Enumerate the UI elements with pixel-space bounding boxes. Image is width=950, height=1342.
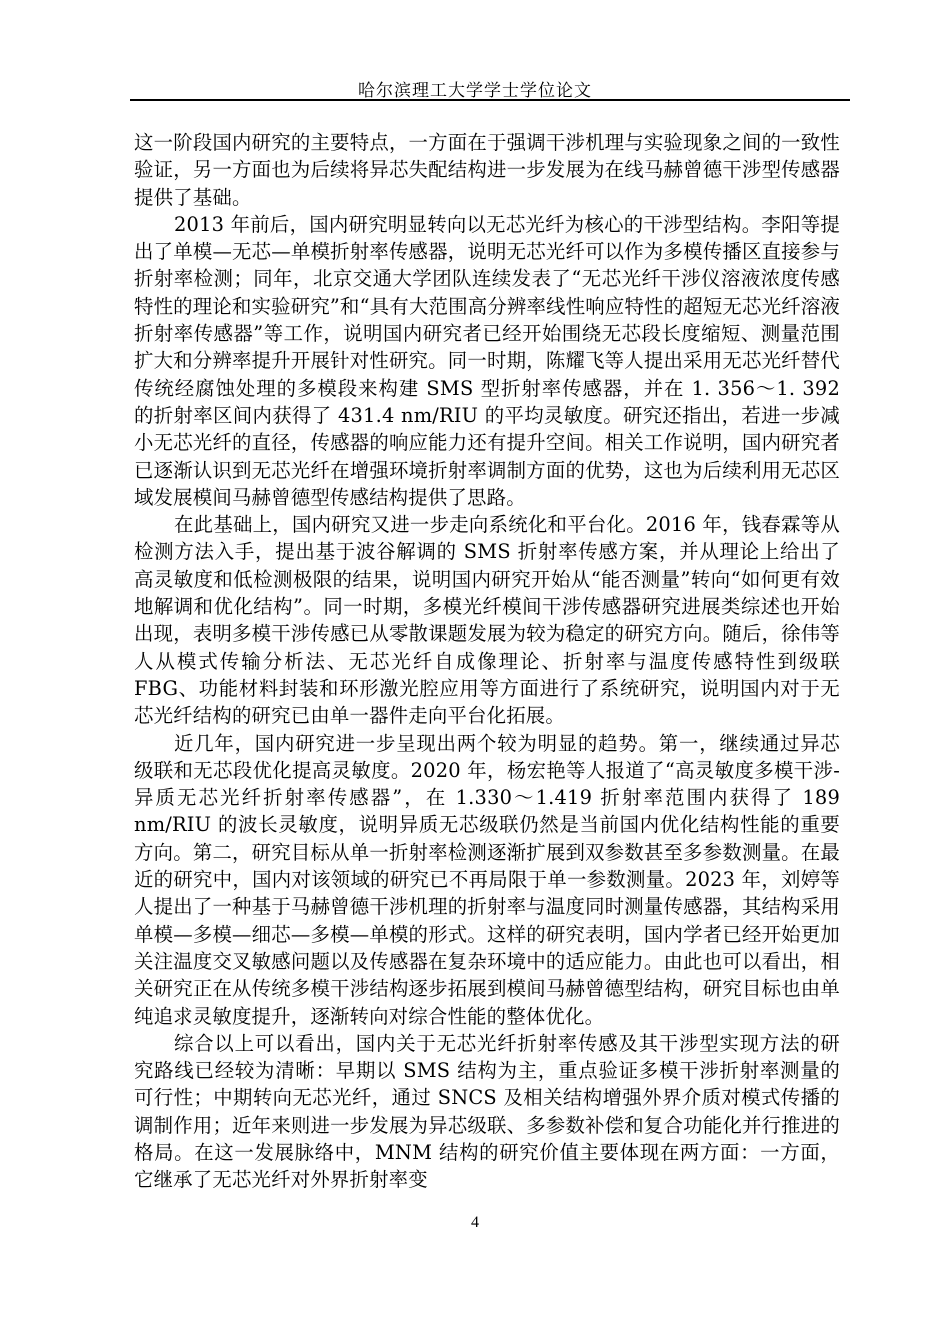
paragraph: 近几年，国内研究进一步呈现出两个较为明显的趋势。第一，继续通过异芯级联和无芯段优化提高灵敏度。2020 年，杨宏艳等人报道了“高灵敏度多模干涉-异质无芯光纤折射率传感器”，在 1.330～1.419 折射率范围内获得了 189 nm/RIU 的波长灵敏度，说明异质无芯级联仍然是当前国内优化结构性能的重要方向。第二，研究目标从单一折射率检测逐渐扩展到双参数甚至多参数测量。在最近的研究中，国内对该领域的研究已不再局限于单一参数测量。2023 年，刘婷等人提出了一种基于马赫曾德干涉机理的折射率与温度同时测量传感器，其结构采用单模—多模—细芯—多模—单模的形式。这样的研究表明，国内学者已经开始更加关注温度交叉敏感问题以及传感器在复杂环境中的适应能力。由此也可以看出，相关研究正在从传统多模干涉结构逐步拓展到模间马赫曾德型结构，研究目标也由单纯追求灵敏度提升，逐渐转向对综合性能的整体优化。	[134, 731, 840, 1028]
paragraph: 2013 年前后，国内研究明显转向以无芯光纤为核心的干涉型结构。李阳等提出了单模—无芯—单模折射率传感器，说明无芯光纤可以作为多模传播区直接参与折射率检测；同年，北京交通大学团队连续发表了“无芯光纤干涉仪溶液浓度传感特性的理论和实验研究”和“具有大范围高分辨率线性响应特性的超短无芯光纤溶液折射率传感器”等工作，说明国内研究者已经开始围绕无芯段长度缩短、测量范围扩大和分辨率提升开展针对性研究。同一时期，陈耀飞等人提出采用无芯光纤替代传统经腐蚀处理的多模段来构建 SMS 型折射率传感器，并在 1. 356～1. 392 的折射率区间内获得了 431.4 nm/RIU 的平均灵敏度。研究还指出，若进一步减小无芯光纤的直径，传感器的响应能力还有提升空间。相关工作说明，国内研究者已逐渐认识到无芯光纤在增强环境折射率调制方面的优势，这也为后续利用无芯区域发展模间马赫曾德型传感结构提供了思路。	[134, 212, 840, 509]
body-text	[134, 129, 840, 1194]
running-header-title: 哈尔滨理工大学学士学位论文	[358, 81, 592, 101]
paragraph: 综合以上可以看出，国内关于无芯光纤折射率传感及其干涉型实现方法的研究路线已经较为清晰：早期以 SMS 结构为主，重点验证多模干涉折射率测量的可行性；中期转向无芯光纤，通过 SNCS 及相关结构增强外界介质对模式传播的调制作用；近年来则进一步发展为异芯级联、多参数补偿和复合功能化并行推进的格局。在这一发展脉络中，MNM 结构的研究价值主要体现在两方面：一方面，它继承了无芯光纤对外界折射率变	[134, 1031, 840, 1192]
paragraph: 这一阶段国内研究的主要特点，一方面在于强调干涉机理与实验现象之间的一致性验证，另一方面也为后续将异芯失配结构进一步发展为在线马赫曾德干涉型传感器提供了基础。	[134, 131, 840, 209]
paragraph: 在此基础上，国内研究又进一步走向系统化和平台化。2016 年，钱春霖等从检测方法入手，提出基于波谷解调的 SMS 折射率传感方案，并从理论上给出了高灵敏度和低检测极限的结果，说明国内研究开始从“能否测量”转向“如何更有效地解调和优化结构”。同一时期，多模光纤模间干涉传感器研究进展类综述也开始出现，表明多模干涉传感已从零散课题发展为较为稳定的研究方向。随后，徐伟等人从模式传输分析法、无芯光纤自成像理论、折射率与温度传感特性到级联 FBG、功能材料封装和环形激光腔应用等方面进行了系统研究，说明国内对于无芯光纤结构的研究已由单一器件走向平台化拓展。	[134, 513, 840, 728]
page-number: 4	[471, 1214, 479, 1231]
header-rule	[130, 99, 850, 101]
